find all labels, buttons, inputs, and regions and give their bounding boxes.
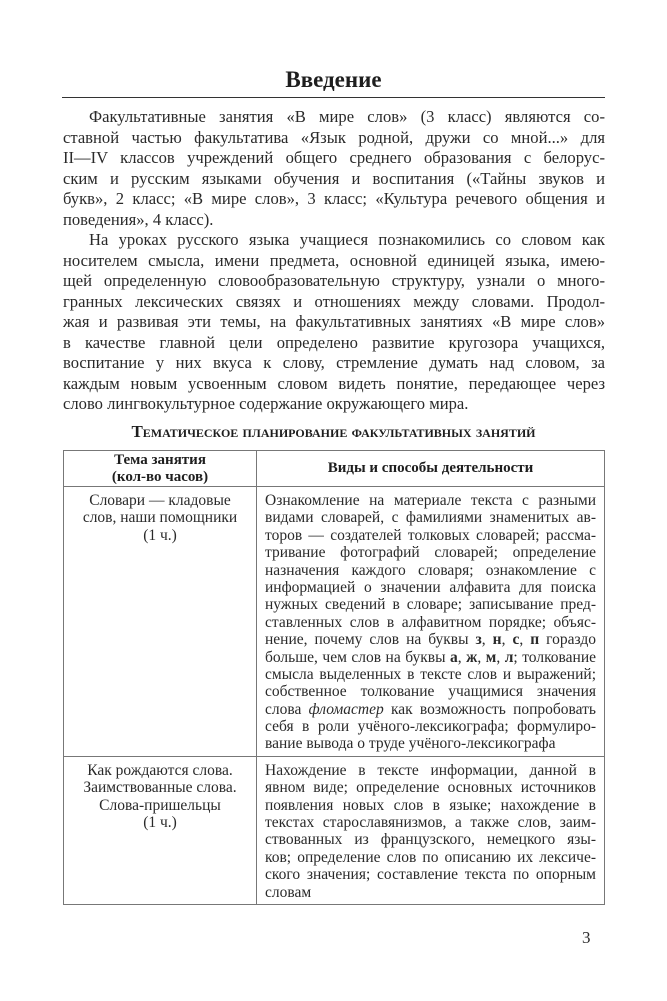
text-line: торов — создателей толковых словарей; рассма- bbox=[265, 526, 596, 544]
text-line: ского значения; составление текста по опорным bbox=[265, 866, 596, 884]
text-line: нужных сведений в словаре; записывание пред- bbox=[265, 596, 596, 614]
title-rule bbox=[62, 97, 605, 98]
text-segment: , bbox=[519, 631, 531, 649]
text-line: назначения каждого словаря; ознакомление с bbox=[265, 561, 596, 579]
text-line: ков; определение слов по описанию их лексиче- bbox=[265, 848, 596, 866]
text-line: воспитание у них вкуса к слову, стремление думать над словом, за bbox=[63, 353, 605, 372]
topic-cell bbox=[64, 487, 257, 757]
text-line: ставной частью факультатива «Язык родной, дружи со мной...» для bbox=[63, 127, 605, 147]
header-topic-line: Тема занятия bbox=[114, 451, 206, 468]
activities-cell bbox=[257, 756, 605, 904]
text-line: текстах старославянизмов, а также слов, заим- bbox=[265, 814, 596, 832]
text-line: ским и русским языками обучения и воспитания («Тайны звуков и bbox=[63, 168, 605, 188]
paragraph bbox=[63, 230, 605, 415]
bold-letter: п bbox=[530, 631, 540, 649]
page-number: 3 bbox=[582, 928, 591, 947]
table-row bbox=[64, 487, 605, 757]
intro-text bbox=[63, 107, 605, 415]
text-line: каждым новым усвоенным словом видеть понятие, передающее через bbox=[63, 373, 605, 393]
text-line bbox=[265, 631, 596, 648]
text-line: (1 ч.) bbox=[143, 526, 177, 544]
text-line bbox=[265, 649, 596, 666]
planning-table bbox=[63, 450, 605, 905]
text-line: появления новых слов в языке; нахождение в bbox=[265, 796, 596, 814]
text-line: поведения», 4 класс). bbox=[63, 209, 214, 229]
header-topic bbox=[64, 451, 257, 487]
activities-cell bbox=[257, 487, 605, 757]
topic-cell bbox=[64, 756, 257, 904]
text-line: себя в роли учёного-лексикографа; формулиро- bbox=[265, 718, 596, 736]
text-line bbox=[265, 701, 596, 718]
text-line: жая и развивая эти темы, на факультативных занятиях «В мире слов» bbox=[63, 312, 605, 331]
text-segment: ; толкование bbox=[513, 648, 597, 666]
header-topic-line: (кол-во часов) bbox=[111, 468, 209, 485]
text-line: тривание фотографий словарей; определение bbox=[265, 544, 596, 562]
text-line: носителем смысла, имени предмета, основной единицей языка, имею- bbox=[63, 250, 605, 270]
text-line: Словари — кладовые bbox=[89, 492, 231, 509]
table-row bbox=[64, 756, 605, 904]
text-line: слово лингвокультурное содержание окружающего мира. bbox=[63, 394, 469, 413]
bold-letter: н bbox=[492, 631, 502, 649]
paragraph bbox=[63, 107, 605, 230]
text-line: Нахождение в тексте информации, данной в bbox=[265, 761, 596, 779]
text-segment: как возможность попробовать bbox=[383, 700, 596, 718]
text-line: явном виде; определение основных источников bbox=[265, 779, 596, 797]
text-line: вание вывода о труде учёного-лексикографа bbox=[265, 735, 556, 753]
table-header-row bbox=[64, 451, 605, 487]
header-activities: Виды и способы деятельности bbox=[257, 451, 605, 487]
text-line: Заимствованные слова. bbox=[83, 779, 237, 797]
text-line: Слова-пришельцы bbox=[99, 796, 221, 814]
text-line: смысла выделенных в тексте слов и выражений; bbox=[265, 665, 596, 683]
bold-letter: з bbox=[475, 631, 482, 649]
text-line: гранных лексических связях и отношениях между словами. Продол- bbox=[63, 291, 605, 311]
text-line: На уроках русского языка учащиеся познакомились со словом как bbox=[89, 230, 605, 249]
text-segment: , bbox=[496, 648, 505, 666]
text-line: ставленных слов в алфавитном порядке; объяс- bbox=[265, 613, 596, 631]
text-segment: больше, чем слов на буквы bbox=[265, 648, 451, 666]
bold-letter: с bbox=[512, 631, 520, 649]
text-line: щей определенную словообразовательную структуру, узнали о много- bbox=[63, 271, 605, 290]
text-line: (1 ч.) bbox=[143, 814, 177, 832]
text-line: II—IV классов учреждений общего среднего образования с белорус- bbox=[63, 148, 605, 167]
text-segment: , bbox=[501, 631, 513, 649]
text-line: Как рождаются слова. bbox=[87, 761, 233, 779]
bold-letter: ж bbox=[466, 648, 478, 666]
text-line: букв», 2 класс; «В мире слов», 3 класс; «Культура речевого общения и bbox=[63, 189, 605, 208]
text-line: собственное толкование учащимися значения bbox=[265, 683, 596, 701]
page-title: Введение bbox=[285, 67, 382, 92]
text-line: в качестве главной цели определено развитие кругозора учащихся, bbox=[63, 332, 605, 352]
text-segment: , bbox=[477, 648, 486, 666]
italic-word: фломастер bbox=[308, 700, 384, 718]
text-line: Факультативные занятия «В мире слов» (3 класс) являются со- bbox=[89, 107, 605, 126]
text-line: информацией о значении алфавита для поиска bbox=[265, 578, 596, 596]
text-line: словам bbox=[265, 883, 312, 901]
text-segment: слова bbox=[265, 700, 309, 718]
bold-letter: а bbox=[450, 648, 458, 666]
text-segment: , bbox=[457, 648, 467, 666]
text-line: ствованных из французского, немецкого язы- bbox=[265, 831, 596, 849]
text-line: слов, наши помощники bbox=[82, 509, 238, 527]
text-line: видами словарей, с фамилиями знаменитых ав- bbox=[265, 509, 596, 527]
bold-letter: л bbox=[504, 648, 514, 666]
table-heading: Тематическое планирование факультативных занятий bbox=[131, 422, 536, 441]
text-line: Ознакомление на материале текста с разными bbox=[265, 492, 596, 509]
bold-letter: м bbox=[485, 648, 497, 666]
text-segment: гораздо bbox=[539, 631, 596, 649]
text-segment: , bbox=[481, 631, 493, 649]
text-segment: нение, почему слов на буквы bbox=[265, 631, 476, 649]
